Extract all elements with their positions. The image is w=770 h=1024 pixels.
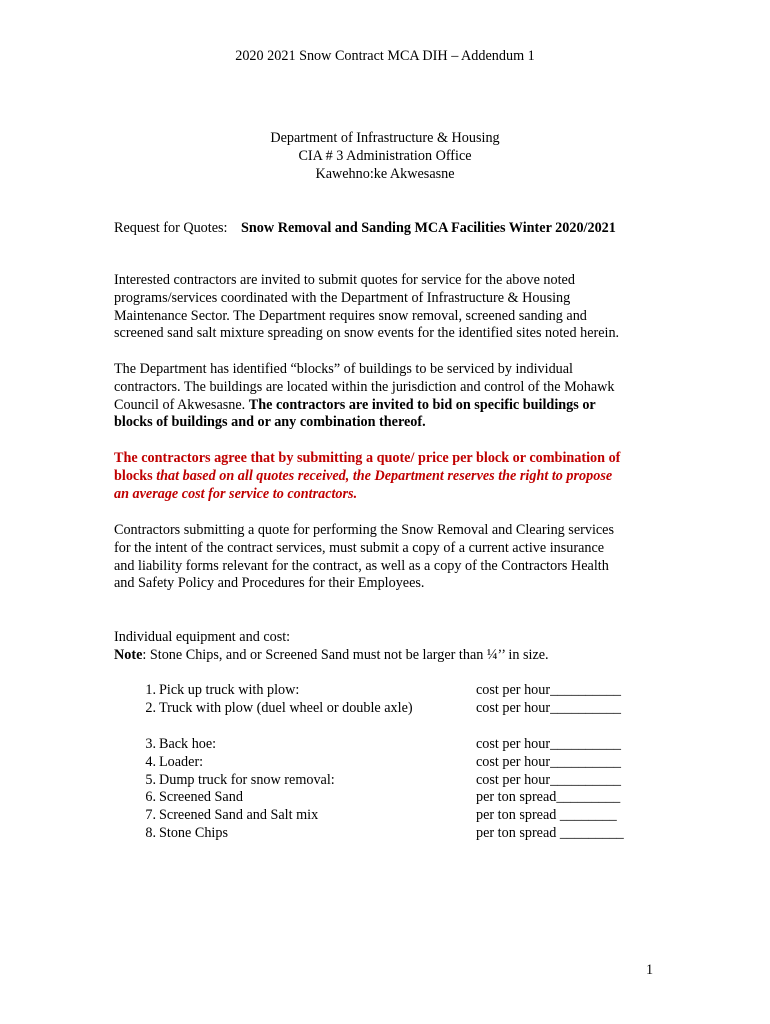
item-number: 1.: [145, 682, 156, 698]
rfq-title: Snow Removal and Sanding MCA Facilities Winter 2020/2021: [241, 220, 616, 236]
cost-field: per ton spread ________: [476, 807, 617, 824]
paragraph-line: screened sand salt mixture spreading on snow events for the identified sites noted herein.: [114, 325, 620, 342]
list-item: [114, 700, 674, 718]
paragraph-blocks: [114, 361, 659, 432]
item-number: 7.: [145, 807, 156, 824]
paragraph-invitation: [114, 272, 659, 343]
paragraph-line: [114, 397, 659, 415]
paragraph-text: Council of Akwesasne.: [114, 396, 249, 413]
item-label: Loader:: [159, 753, 204, 770]
note-text: : Stone Chips, and or Screened Sand must not be larger than ¼’’ in size.: [142, 647, 549, 663]
item-label: Stone Chips: [159, 824, 228, 841]
item-number: 3.: [145, 736, 156, 752]
cost-field: per ton spread _________: [476, 824, 624, 841]
equipment-list-a: [114, 682, 674, 718]
paragraph-line: and Safety Policy and Procedures for their Employees.: [114, 575, 425, 592]
item-label: Screened Sand and Salt mix: [159, 807, 319, 824]
paragraph-line: Interested contractors are invited to submit quotes for service for the above noted: [114, 272, 575, 288]
item-number: 8.: [145, 824, 156, 841]
list-item: [114, 682, 674, 700]
list-item: [114, 825, 674, 843]
cost-field: cost per hour__________: [476, 771, 622, 788]
item-label: Truck with plow (duel wheel or double axle): [159, 699, 413, 716]
cost-field: cost per hour__________: [476, 699, 622, 716]
list-item: [114, 736, 674, 754]
equipment-section: [114, 628, 549, 664]
list-item: [114, 789, 674, 807]
location-name: Kawehno:ke Akwesasne: [315, 166, 455, 182]
item-label: Screened Sand: [159, 789, 243, 806]
paragraph-insurance: [114, 522, 659, 593]
paragraph-line: [114, 468, 659, 486]
item-number: 5.: [145, 771, 156, 788]
item-label: Pick up truck with plow:: [159, 682, 300, 698]
equipment-list-b: [114, 736, 674, 843]
cost-field: per ton spread_________: [476, 789, 621, 806]
paragraph-line: The contractors agree that by submitting a quote/ price per block or combination of: [114, 450, 621, 466]
department-name: Department of Infrastructure & Housing: [270, 130, 500, 146]
cost-field: cost per hour__________: [476, 753, 622, 770]
equipment-note: [114, 646, 549, 664]
item-number: 2.: [145, 699, 156, 716]
cost-field: cost per hour__________: [476, 682, 622, 698]
paragraph-line: an average cost for service to contractors.: [114, 485, 358, 502]
paragraph-agreement: [114, 450, 659, 503]
paragraph-line: programs/services coordinated with the Department of Infrastructure & Housing: [114, 289, 571, 306]
list-item: [114, 807, 674, 825]
paragraph-line: Maintenance Sector. The Department requires snow removal, screened sanding and: [114, 307, 587, 324]
list-item: [114, 754, 674, 772]
paragraph-italic-text: that based on all quotes received, the Department reserves the right to propose: [156, 467, 613, 484]
rfq-label: Request for Quotes:: [114, 220, 228, 236]
paragraph-line: contractors. The buildings are located within the jurisdiction and control of the Mohawk: [114, 378, 615, 395]
cost-field: cost per hour__________: [476, 736, 622, 752]
department-block: [0, 129, 770, 183]
note-label: Note: [114, 647, 143, 663]
paragraph-line: The Department has identified “blocks” of buildings to be serviced by individual: [114, 361, 574, 377]
paragraph-line: and liability forms relevant for the contract, as well as a copy of the Contractors Health: [114, 557, 609, 574]
paragraph-text: blocks: [114, 467, 157, 484]
request-for-quotes: [114, 219, 616, 237]
paragraph-line: blocks of buildings and or any combination thereof.: [114, 414, 426, 431]
equipment-heading: Individual equipment and cost:: [114, 629, 291, 645]
office-name: CIA # 3 Administration Office: [298, 148, 472, 164]
item-number: 4.: [145, 753, 156, 770]
item-number: 6.: [145, 789, 156, 806]
item-label: Dump truck for snow removal:: [159, 771, 335, 788]
paragraph-line: Contractors submitting a quote for performing the Snow Removal and Clearing services: [114, 522, 614, 538]
paragraph-bold-text: The contractors are invited to bid on specific buildings or: [248, 396, 596, 413]
item-label: Back hoe:: [159, 736, 217, 752]
page-header: 2020 2021 Snow Contract MCA DIH – Addendum 1: [235, 48, 535, 64]
page-number: 1: [646, 962, 654, 978]
list-item: [114, 772, 674, 790]
paragraph-line: for the intent of the contract services, must submit a copy of a current active insurance: [114, 539, 605, 556]
